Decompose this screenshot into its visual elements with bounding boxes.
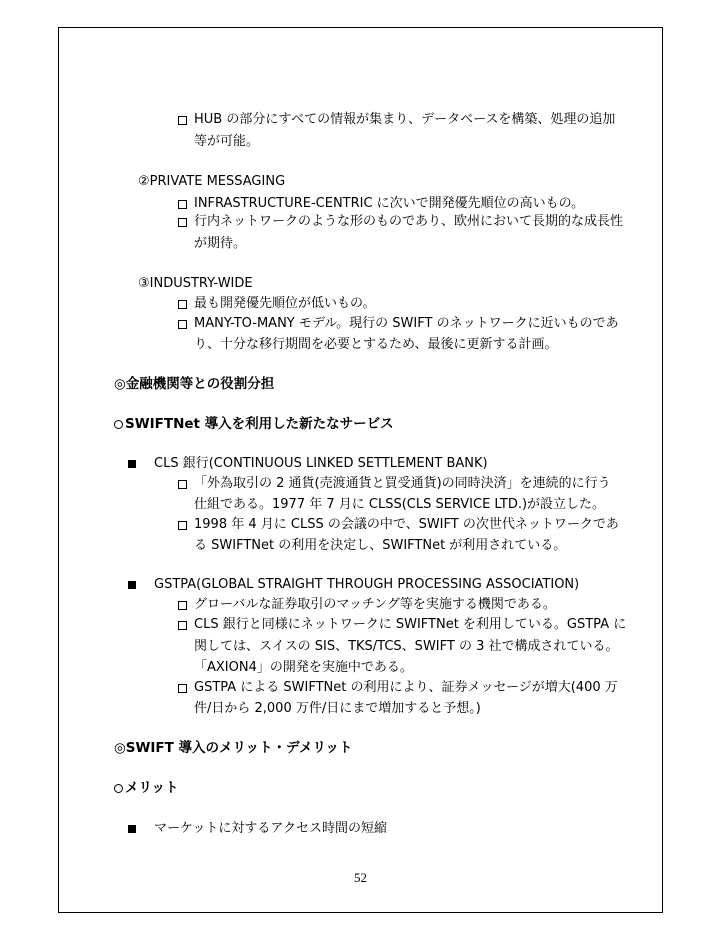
checkbox-icon [178,300,187,309]
square-bullet-icon [128,460,136,468]
checkbox-icon [178,200,187,209]
cls-heading: CLS 銀行(CONTINUOUS LINKED SETTLEMENT BANK) [154,456,488,471]
checkbox-icon [178,621,187,630]
gstpa-item1: グローバルな証券取引のマッチング等を実施する機関である。 [194,597,556,612]
private-messaging-item2-line2: が期待。 [194,236,247,251]
checkbox-icon [178,684,187,693]
private-messaging-item2-line1: 行内ネットワークのような形のものであり、欧州において長期的な成長性 [194,214,624,229]
merit-item1: マーケットに対するアクセス時間の短縮 [154,821,387,836]
square-bullet-icon [128,825,136,833]
checkbox-icon [178,320,187,329]
checkbox-icon [178,521,187,530]
services-heading [114,416,394,432]
cls-item1-line2: 仕組である。1977 年 7 月に CLSS(CLS SERVICE LTD.)が設立した。 [194,497,606,512]
gstpa-heading: GSTPA(GLOBAL STRAIGHT THROUGH PROCESSING ASSOCIATION) [154,577,580,592]
hub-line2: 等が可能。 [194,134,260,149]
checkbox-icon [178,601,187,610]
private-messaging-heading: ②PRIVATE MESSAGING [138,174,286,189]
industry-wide-item2-line2: り、十分な移行期間を必要とするため、最後に更新する計画。 [194,337,558,352]
hub-line1: HUB の部分にすべての情報が集まり、データベースを構築、処理の追加 [194,112,616,127]
square-bullet-icon [128,581,136,589]
circle-bullet-icon [114,420,123,429]
merit-sub-text: メリット [125,780,179,796]
gstpa-item2-line1: CLS 銀行と同様にネットワークに SWIFTNet を利用している。GSTPA に [194,617,627,632]
cls-item2-line2: る SWIFTNet の利用を決定し、SWIFTNet が利用されている。 [194,538,567,553]
merit-sub [114,780,178,796]
checkbox-icon [178,116,187,125]
circle-bullet-icon [114,784,123,793]
industry-wide-item2-line1: MANY-TO-MANY モデル。現行の SWIFT のネットワークに近いものであ [194,316,619,331]
services-heading-text: SWIFTNet 導入を利用した新たなサービス [125,416,394,432]
gstpa-item3-line2: 件/日から 2,000 万件/日にまで増加すると予想。) [194,701,481,716]
cls-item1-line1: 「外為取引の 2 通貨(売渡通貨と買受通貨)の同時決済」を連続的に行う [194,476,611,491]
merit-heading: ◎SWIFT 導入のメリット・デメリット [114,740,353,756]
gstpa-item3-line1: GSTPA による SWIFTNet の利用により、証券メッセージが増大(400 万 [194,680,618,695]
industry-wide-item1: 最も開発優先順位が低いもの。 [194,296,376,311]
private-messaging-item1: INFRASTRUCTURE-CENTRIC に次いで開発優先順位の高いもの。 [194,196,585,211]
checkbox-icon [178,218,187,227]
page-number: 52 [354,870,367,885]
checkbox-icon [178,480,187,489]
gstpa-item2-line2: 関しては、スイスの SIS、TKS/TCS、SWIFT の 3 社で構成されている。 [194,639,619,654]
cls-item2-line1: 1998 年 4 月に CLSS の会議の中で、SWIFT の次世代ネットワークであ [194,517,619,532]
role-heading: ◎金融機関等との役割分担 [114,376,275,392]
gstpa-item2-line3: 「AXION4」の開発を実施中である。 [194,660,413,675]
industry-wide-heading: ③INDUSTRY-WIDE [138,276,253,291]
